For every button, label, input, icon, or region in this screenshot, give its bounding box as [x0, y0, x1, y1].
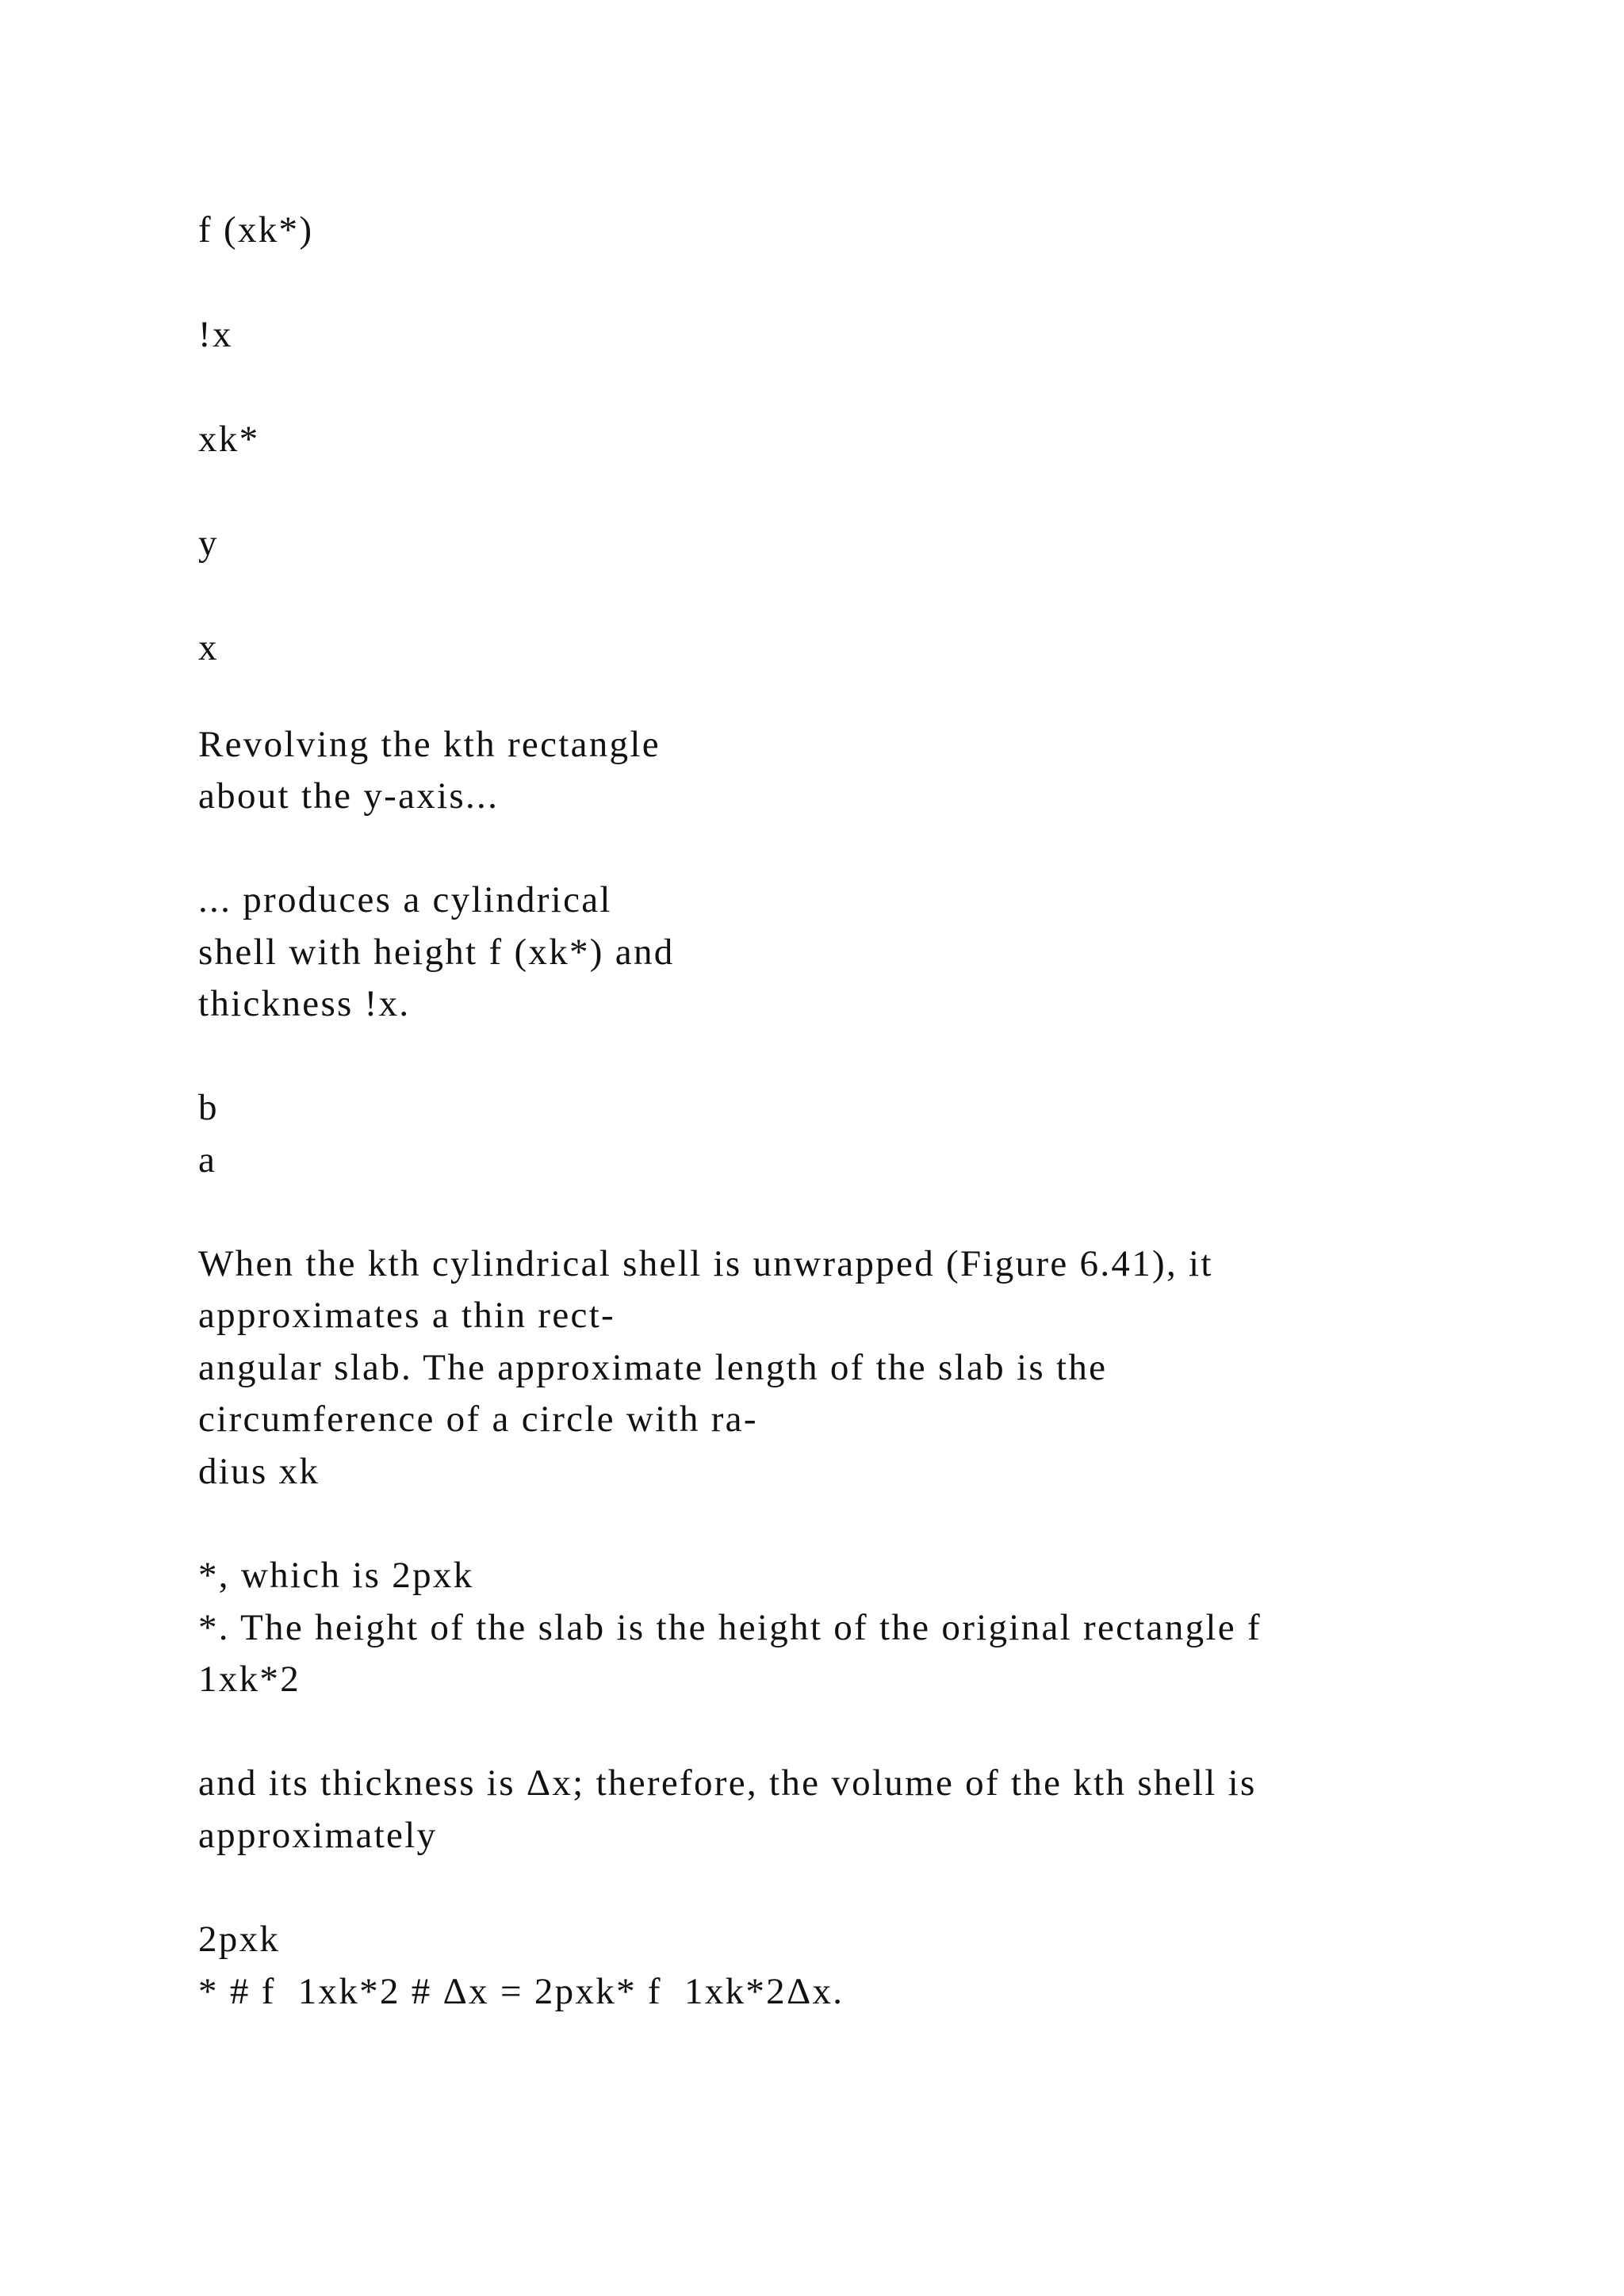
- caption-revolving-line-1: Revolving the kth rectangle: [198, 724, 661, 765]
- paragraph-line: angular slab. The approximate length of the slab is the: [198, 1347, 1108, 1388]
- paragraph-line: *, which is 2pxk: [198, 1555, 474, 1596]
- caption-shell-line-2: shell with height f (xk*) and: [198, 932, 675, 973]
- paragraph-line: approximates a thin rect-: [198, 1295, 616, 1336]
- paragraph-line: and its thickness is Δx; therefore, the volume of the kth shell is: [198, 1762, 1257, 1804]
- paragraph-line: circumference of a circle with ra-: [198, 1399, 758, 1440]
- paragraph-line: *. The height of the slab is the height of the original rectangle f: [198, 1607, 1262, 1648]
- figure-label-delta-x: !x: [198, 314, 233, 355]
- paragraph-line: When the kth cylindrical shell is unwrapped (Figure 6.41), it: [198, 1243, 1213, 1284]
- formula-line: * # f 1xk*2 # Δx = 2pxk* f 1xk*2Δx.: [198, 1971, 845, 2012]
- paragraph-line: dius xk: [198, 1451, 320, 1492]
- figure-label-f-xk: f (xk*): [198, 209, 314, 251]
- figure-label-xk: xk*: [198, 419, 260, 460]
- bound-label-b: b: [198, 1087, 219, 1128]
- formula-line: 2pxk: [198, 1919, 281, 1960]
- figure-label-x-axis: x: [198, 627, 219, 668]
- caption-revolving-line-2: about the y-axis...: [198, 775, 500, 817]
- caption-shell-line-3: thickness !x.: [198, 983, 411, 1024]
- paragraph-line: 1xk*2: [198, 1659, 301, 1700]
- caption-shell-line-1: ... produces a cylindrical: [198, 879, 612, 920]
- bound-label-a: a: [198, 1139, 217, 1181]
- figure-label-y-axis: y: [198, 522, 219, 564]
- paragraph-line: approximately: [198, 1815, 438, 1856]
